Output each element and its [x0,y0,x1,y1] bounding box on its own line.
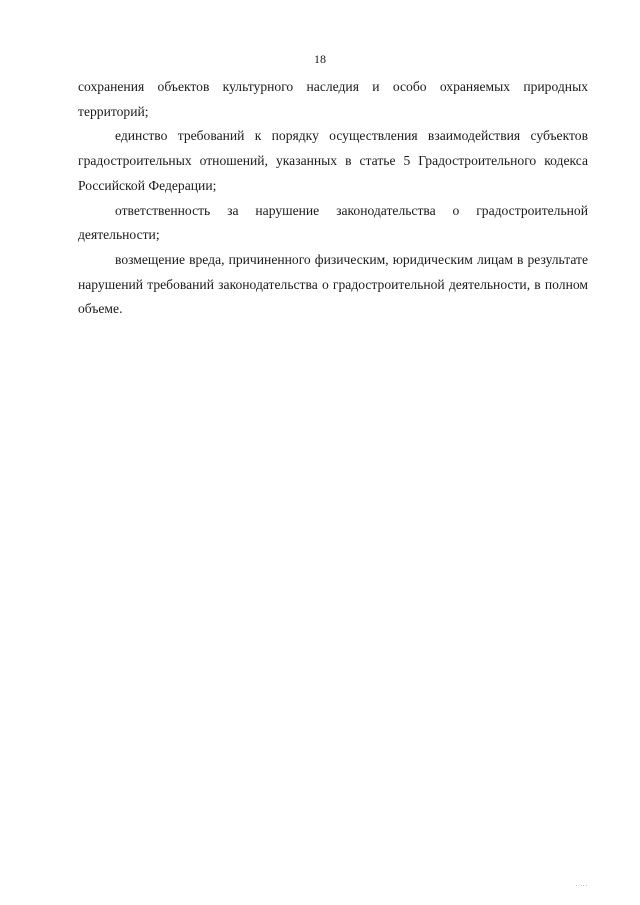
paragraph-requirements-unity: единство требований к порядку осуществления взаимодействия субъектов градостроительных отношений, указанных в статье 5 Градостроительного кодекса Российской Федерации; [78,128,588,193]
document-body [78,75,588,322]
footer-mark: . ... [575,882,588,888]
page-number: 18 [314,52,326,66]
paragraph-damage-compensation: возмещение вреда, причиненного физическим, юридическим лицам в результате нарушений требований законодательства о градостроительной деятельности, в полном объеме. [78,251,588,317]
paragraph-responsibility: ответственность за нарушение законодательства о градостроительной деятельности; [78,202,588,243]
paragraph-continuation: сохранения объектов культурного наследия и особо охраняемых природных территорий; [78,79,588,119]
